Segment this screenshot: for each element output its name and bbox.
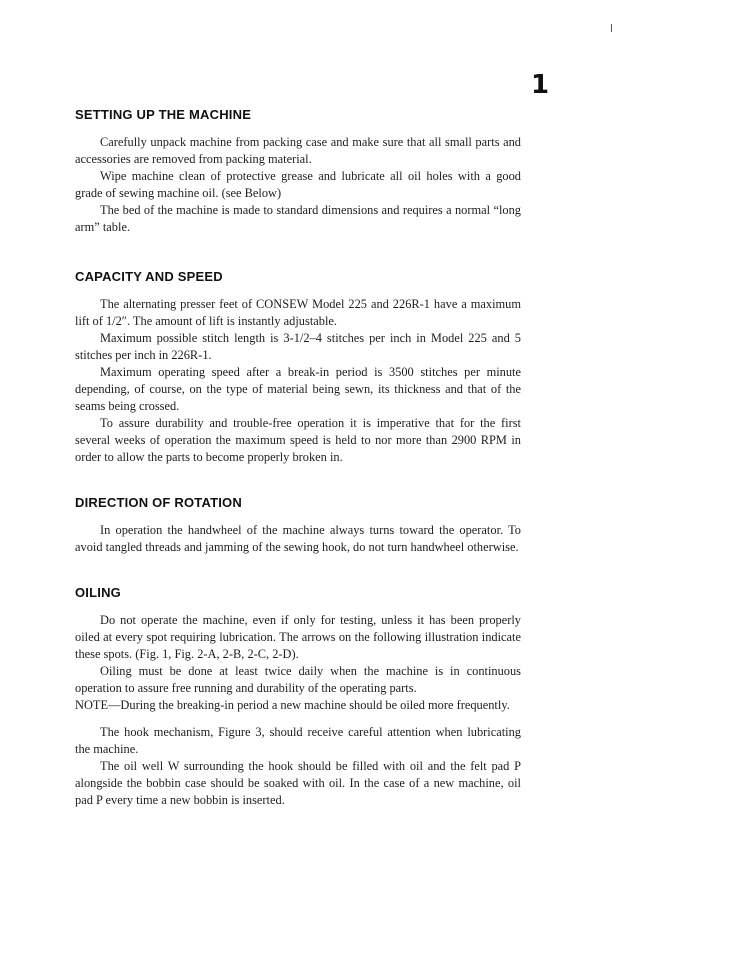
section-heading: SETTING UP THE MACHINE bbox=[75, 107, 252, 122]
paragraph: Do not operate the machine, even if only for testing, unless it has been properly oiled at every spot requiring lubrication. The arrows on the following illustration indicate these spots. (Fig. 1, Fig. 2-A, 2-B, 2-C, 2-D). bbox=[75, 613, 521, 661]
paragraph: In operation the handwheel of the machine always turns toward the operator. To avoid tangled threads and jamming of the sewing hook, do not turn handwheel otherwise. bbox=[75, 523, 521, 554]
page-number: 1 bbox=[531, 70, 550, 100]
section-setting-up bbox=[75, 106, 521, 236]
page-mark bbox=[611, 24, 612, 32]
paragraph: Carefully unpack machine from packing case and make sure that all small parts and accessories are removed from packing material. bbox=[75, 135, 521, 166]
paragraph: Oiling must be done at least twice daily when the machine is in continuous operation to assure free running and durability of the operating parts. bbox=[75, 664, 521, 695]
paragraph: To assure durability and trouble-free operation it is imperative that for the first several weeks of operation the maximum speed is held to nor more than 2900 RPM in order to allow the parts to become properly broken in. bbox=[75, 416, 521, 464]
section-direction-of-rotation bbox=[75, 494, 521, 556]
paragraph: The alternating presser feet of CONSEW Model 225 and 226R-1 have a maximum lift of 1/2″. The amount of lift is instantly adjustable. bbox=[75, 297, 521, 328]
paragraph: Maximum operating speed after a break-in period is 3500 stitches per minute depending, of course, on the type of material being sewn, its thickness and that of the seams being crossed. bbox=[75, 365, 521, 413]
paragraph: The oil well W surrounding the hook should be filled with oil and the felt pad P alongside the bobbin case should be soaked with oil. In the case of a new machine, oil pad P every time a new bobbin is inserted. bbox=[75, 759, 521, 807]
paragraph: Maximum possible stitch length is 3-1/2–4 stitches per inch in Model 225 and 5 stitches per inch in 226R-1. bbox=[75, 331, 521, 362]
paragraph: The bed of the machine is made to standard dimensions and requires a normal “long arm” table. bbox=[75, 203, 521, 234]
section-heading: DIRECTION OF ROTATION bbox=[75, 495, 242, 510]
note: NOTE—During the breaking-in period a new machine should be oiled more frequently. bbox=[75, 698, 510, 712]
section-heading: OILING bbox=[75, 585, 121, 600]
paragraph: Wipe machine clean of protective grease and lubricate all oil holes with a good grade of sewing machine oil. (see Below) bbox=[75, 169, 521, 200]
section-heading: CAPACITY AND SPEED bbox=[75, 269, 223, 284]
manual-body bbox=[75, 106, 521, 809]
section-capacity-speed bbox=[75, 268, 521, 466]
section-oiling bbox=[75, 584, 521, 809]
paragraph: The hook mechanism, Figure 3, should receive careful attention when lubricating the machine. bbox=[75, 725, 521, 756]
